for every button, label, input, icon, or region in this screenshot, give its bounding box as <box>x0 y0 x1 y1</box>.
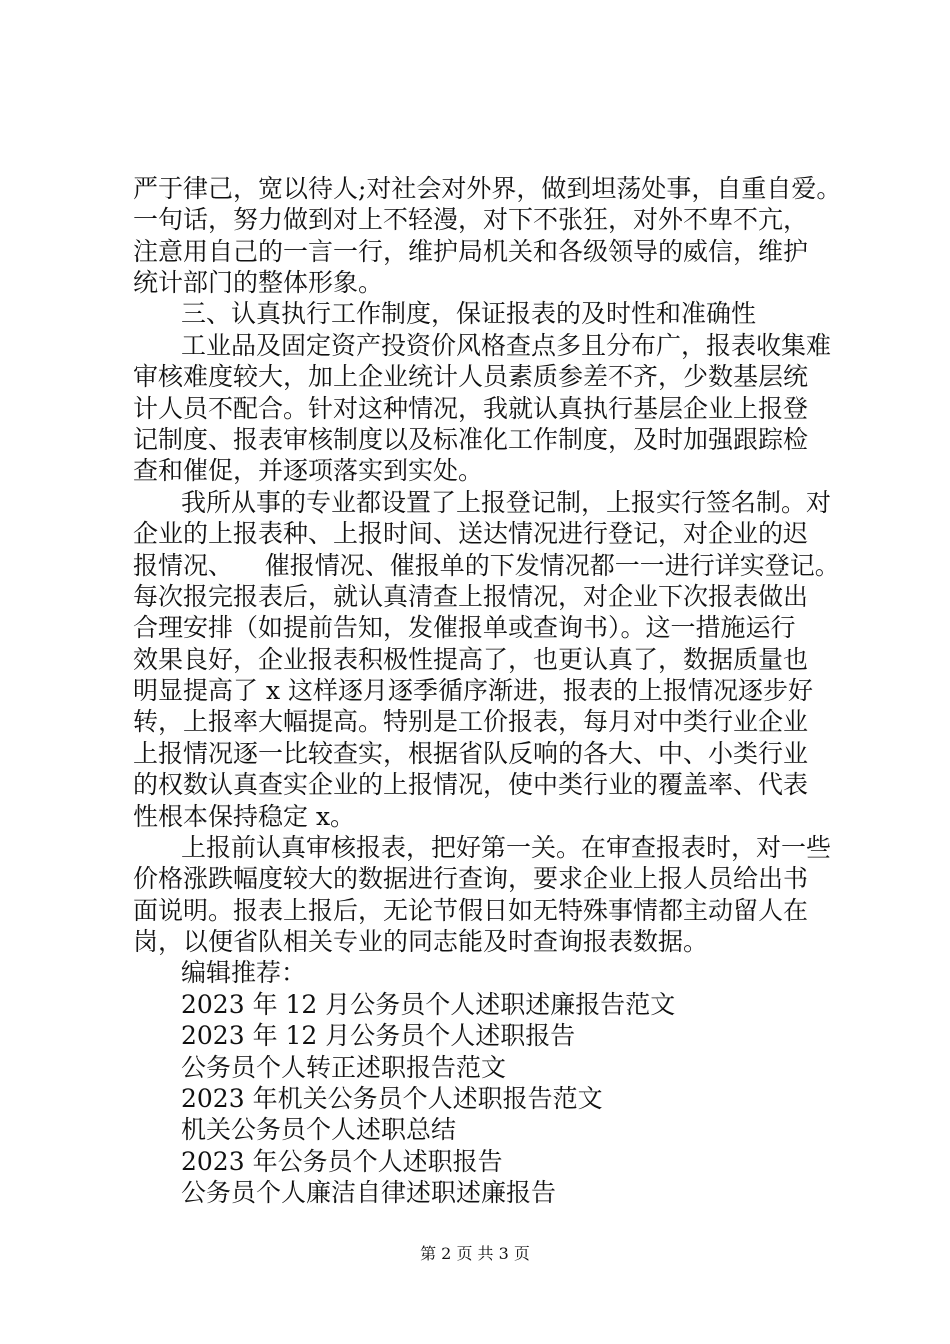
text-line: 统计部门的整体形象。 <box>133 268 384 297</box>
text-line: 面说明。报表上报后，无论节假日如无特殊事情都主动留人在 <box>133 896 809 925</box>
text-line: 我所从事的专业都设置了上报登记制，上报实行签名制。对 <box>181 488 832 517</box>
text-line: 转，上报率大幅提高。特别是工价报表，每月对中类行业企业 <box>133 707 809 736</box>
recommend-item: 2023 年 12 月公务员个人述职述廉报告范文 <box>181 990 676 1019</box>
text-line: 的权数认真查实企业的上报情况，使中类行业的覆盖率、代表 <box>133 770 809 799</box>
text-line: 注意用自己的一言一行，维护局机关和各级领导的威信，维护 <box>133 237 809 266</box>
text-line: 效果良好，企业报表积极性提高了，也更认真了，数据质量也 <box>133 645 809 674</box>
recommend-item: 2023 年机关公务员个人述职报告范文 <box>181 1084 603 1113</box>
recommend-item: 2023 年公务员个人述职报告 <box>181 1147 503 1176</box>
text-line: 上报情况逐一比较查实，根据省队反响的各大、中、小类行业 <box>133 739 809 768</box>
text-line: 企业的上报表种、上报时间、送达情况进行登记，对企业的迟 <box>133 519 809 548</box>
text-line: 记制度、报表审核制度以及标准化工作制度，及时加强跟踪检 <box>133 425 809 454</box>
text-line: 上报前认真审核报表，把好第一关。在审查报表时，对一些 <box>181 833 832 862</box>
text-line: 岗，以便省队相关专业的同志能及时查询报表数据。 <box>133 927 709 956</box>
text-line: 一句话，努力做到对上不轻漫，对下不张狂，对外不卑不亢， <box>133 205 809 234</box>
recommend-item: 2023 年 12 月公务员个人述职报告 <box>181 1021 576 1050</box>
text-line: 明显提高了 x 这样逐月逐季循序渐进，报表的上报情况逐步好 <box>133 676 813 705</box>
text-line: 工业品及固定资产投资价风格查点多且分布广，报表收集难 <box>181 331 832 360</box>
text-line: 报情况、 催报情况、催报单的下发情况都一一进行详实登记。 <box>133 551 840 580</box>
page-footer: 第 2 页 共 3 页 <box>420 1244 530 1263</box>
text-line: 合理安排（如提前告知，发催报单或查询书）。这一措施运行 <box>133 613 796 642</box>
recommend-item: 公务员个人廉洁自律述职述廉报告 <box>181 1178 557 1207</box>
text-line: 查和催促，并逐项落实到实处。 <box>133 456 484 485</box>
text-line: 每次报完报表后，就认真清查上报情况，对企业下次报表做出 <box>133 582 809 611</box>
text-line: 价格涨跌幅度较大的数据进行查询，要求企业上报人员给出书 <box>133 864 809 893</box>
text-line: 性根本保持稳定 x。 <box>133 802 356 831</box>
recommend-item: 机关公务员个人述职总结 <box>181 1115 457 1144</box>
recommend-item: 公务员个人转正述职报告范文 <box>181 1053 507 1082</box>
recommend-heading: 编辑推荐： <box>181 958 307 987</box>
section-heading: 三、认真执行工作制度，保证报表的及时性和准确性 <box>181 299 757 328</box>
text-line: 严于律己，宽以待人;对社会对外界，做到坦荡处事，自重自爱。 <box>133 174 842 203</box>
text-line: 审核难度较大，加上企业统计人员素质参差不齐，少数基层统 <box>133 362 809 391</box>
text-line: 计人员不配合。针对这种情况，我就认真执行基层企业上报登 <box>133 394 809 423</box>
